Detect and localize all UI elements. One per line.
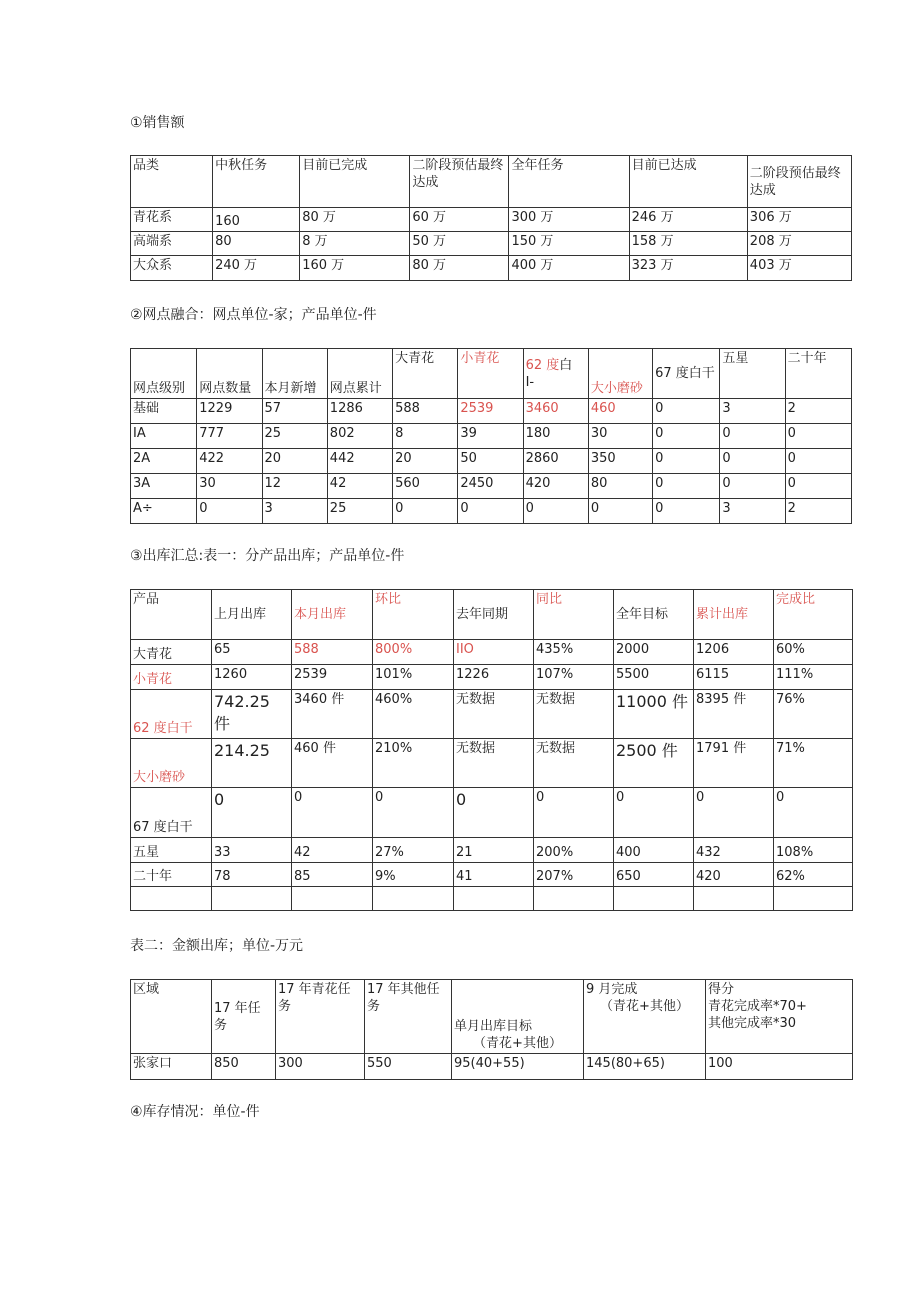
table-cell: 111%	[774, 665, 853, 690]
table-cell: 442	[327, 449, 392, 474]
table-cell: 1229	[197, 399, 262, 424]
header-cell: 网点数量	[197, 349, 262, 399]
table-cell: 6115	[694, 665, 774, 690]
table-cell: 0	[614, 788, 694, 838]
table-cell: 2539	[292, 665, 373, 690]
table-cell: 1791 件	[694, 739, 774, 788]
table-cell: 62 度白干	[131, 690, 212, 739]
header-cell: 小青花	[458, 349, 523, 399]
section-heading-sales: ①销售额	[130, 115, 185, 131]
table-cell: 2000	[614, 640, 694, 665]
table-cell: 460 件	[292, 739, 373, 788]
table-cell: 0	[720, 449, 785, 474]
table-cell	[454, 887, 534, 911]
header-cell: 品类	[131, 156, 213, 208]
table-cell: 30	[588, 424, 652, 449]
header-cell: 网点累计	[327, 349, 392, 399]
table-cell: 1260	[212, 665, 292, 690]
table-cell: 207%	[534, 863, 614, 887]
header-cell: 二阶段预估最终达成	[410, 156, 509, 208]
table-cell: 12	[262, 474, 327, 499]
table-cell: 160 万	[300, 256, 410, 281]
table-cell: 0	[694, 788, 774, 838]
table-cell: 214.25	[212, 739, 292, 788]
table-cell: 588	[393, 399, 458, 424]
table-row	[131, 474, 852, 499]
table-cell: 2500 件	[614, 739, 694, 788]
table-cell: 无数据	[454, 690, 534, 739]
table-row	[131, 690, 853, 739]
table-cell: 25	[262, 424, 327, 449]
header-cell: 中秋任务	[213, 156, 300, 208]
table-cell: 3	[720, 499, 785, 524]
table-cell: 0	[212, 788, 292, 838]
table-cell: 3	[262, 499, 327, 524]
table-cell: 145(80+65)	[584, 1054, 706, 1080]
table-cell: 0	[292, 788, 373, 838]
table-cell: 0	[720, 474, 785, 499]
table-cell: 0	[720, 424, 785, 449]
table-cell: 460%	[373, 690, 454, 739]
table-cell: 67 度白干	[131, 788, 212, 838]
table-cell: 42	[292, 838, 373, 863]
table-cell: 9%	[373, 863, 454, 887]
table-cell: 76%	[774, 690, 853, 739]
header-cell: 环比	[373, 590, 454, 640]
table-cell: 85	[292, 863, 373, 887]
table-cell: 62%	[774, 863, 853, 887]
sales-table	[130, 155, 852, 281]
table-row	[131, 788, 853, 838]
table-row	[131, 424, 852, 449]
header-cell: 67 度白干	[653, 349, 720, 399]
table-cell: IIO	[454, 640, 534, 665]
header-cell: 17 年任务	[212, 980, 276, 1054]
table-cell: 0	[653, 399, 720, 424]
table-cell: 27%	[373, 838, 454, 863]
header-text: 其他完成率*30	[708, 1016, 797, 1031]
header-cell: 同比	[534, 590, 614, 640]
header-cell: 区域	[131, 980, 212, 1054]
header-cell: 产品	[131, 590, 212, 640]
table-cell: 400 万	[509, 256, 629, 281]
table-cell: 210%	[373, 739, 454, 788]
table-cell: 0	[785, 424, 851, 449]
table-cell: 基础	[131, 399, 197, 424]
header-cell: 62 度白 I-	[523, 349, 588, 399]
table-cell	[212, 887, 292, 911]
section-heading-shipments: ③出库汇总:表一：分产品出库；产品单位-件	[130, 548, 405, 564]
table-cell: 460	[588, 399, 652, 424]
table-header-row	[131, 980, 853, 1054]
table-cell: 33	[212, 838, 292, 863]
table-row	[131, 1054, 853, 1080]
header-cell: 累计出库	[694, 590, 774, 640]
header-cell: 本月新增	[262, 349, 327, 399]
table-row	[131, 640, 853, 665]
table-cell: 0	[653, 424, 720, 449]
table-cell: 80 万	[300, 208, 410, 232]
table-cell: 57	[262, 399, 327, 424]
table-cell: 300	[276, 1054, 365, 1080]
header-cell	[584, 980, 706, 1054]
table-cell: 80 万	[410, 256, 509, 281]
table-cell: 150 万	[509, 232, 629, 256]
table-cell: 1226	[454, 665, 534, 690]
header-cell: 二十年	[785, 349, 851, 399]
table-row	[131, 256, 852, 281]
header-text: 9 月完成	[586, 982, 638, 997]
header-cell: 17 年青花任务	[276, 980, 365, 1054]
table-cell: 青花系	[131, 208, 213, 232]
table-cell: 无数据	[534, 739, 614, 788]
amount-table	[130, 979, 853, 1080]
table-cell	[131, 887, 212, 911]
table-cell: 0	[458, 499, 523, 524]
header-cell	[452, 980, 584, 1054]
table-cell: 20	[262, 449, 327, 474]
header-cell: 上月出库	[212, 590, 292, 640]
table-cell: 8	[393, 424, 458, 449]
table-cell: 95(40+55)	[452, 1054, 584, 1080]
table-cell	[373, 887, 454, 911]
table-cell	[534, 887, 614, 911]
table-cell: 0	[454, 788, 534, 838]
table-cell: 25	[327, 499, 392, 524]
table-cell: 435%	[534, 640, 614, 665]
shipments-table	[130, 589, 853, 911]
table-cell: 0	[774, 788, 853, 838]
table-header-row	[131, 349, 852, 399]
table-row	[131, 739, 853, 788]
table-cell: 无数据	[454, 739, 534, 788]
table-cell: 306 万	[747, 208, 851, 232]
table-cell: 802	[327, 424, 392, 449]
table-header-row	[131, 590, 853, 640]
table-cell: 无数据	[534, 690, 614, 739]
table-cell: 1286	[327, 399, 392, 424]
table-cell: 二十年	[131, 863, 212, 887]
table-cell: 50 万	[410, 232, 509, 256]
header-cell: 网点级别	[131, 349, 197, 399]
table-row	[131, 399, 852, 424]
table-cell: 108%	[774, 838, 853, 863]
section-heading-outlets: ②网点融合：网点单位-家；产品单位-件	[130, 307, 377, 323]
header-text: 单月出库目标	[454, 1019, 533, 1034]
table-cell: 300 万	[509, 208, 629, 232]
header-cell: 全年目标	[614, 590, 694, 640]
table-cell: 39	[458, 424, 523, 449]
table-cell: 3	[720, 399, 785, 424]
table-cell: 158 万	[629, 232, 747, 256]
table-cell: 0	[653, 474, 720, 499]
table-cell: 2	[785, 499, 851, 524]
table-row	[131, 449, 852, 474]
table-cell: 42	[327, 474, 392, 499]
table-cell: 0	[197, 499, 262, 524]
header-text: （青花+其他）	[600, 999, 689, 1014]
table-cell: 大小磨砂	[131, 739, 212, 788]
table-cell: 742.25 件	[212, 690, 292, 739]
table-cell: 78	[212, 863, 292, 887]
table-cell: 208 万	[747, 232, 851, 256]
header-cell: 目前已完成	[300, 156, 410, 208]
table-cell: 0	[653, 499, 720, 524]
table-row	[131, 863, 853, 887]
table-cell: 107%	[534, 665, 614, 690]
header-text: 青花完成率*70+	[708, 999, 807, 1014]
table-cell: 400	[614, 838, 694, 863]
table-cell: 2A	[131, 449, 197, 474]
table-cell: 1206	[694, 640, 774, 665]
table-row	[131, 232, 852, 256]
table-cell: 3A	[131, 474, 197, 499]
table-cell: 101%	[373, 665, 454, 690]
table-cell: 420	[523, 474, 588, 499]
table-cell: 41	[454, 863, 534, 887]
table-cell	[292, 887, 373, 911]
table-cell: 高端系	[131, 232, 213, 256]
table-row	[131, 665, 853, 690]
table-cell: 403 万	[747, 256, 851, 281]
header-cell: 二阶段预估最终达成	[747, 156, 851, 208]
table-cell: 3460 件	[292, 690, 373, 739]
table-cell	[614, 887, 694, 911]
table-cell: 80	[213, 232, 300, 256]
table-cell: 777	[197, 424, 262, 449]
table-cell: 800%	[373, 640, 454, 665]
table-cell: 0	[523, 499, 588, 524]
header-cell: 大小磨砂	[588, 349, 652, 399]
table-cell: 大众系	[131, 256, 213, 281]
table-row	[131, 499, 852, 524]
header-cell: 大青花	[393, 349, 458, 399]
table-cell	[774, 887, 853, 911]
table-cell: 0	[785, 449, 851, 474]
table-cell: 422	[197, 449, 262, 474]
table-cell: 180	[523, 424, 588, 449]
table-row	[131, 838, 853, 863]
table-cell	[694, 887, 774, 911]
header-text: 62 度	[525, 357, 560, 373]
table-cell: 200%	[534, 838, 614, 863]
table-cell: 323 万	[629, 256, 747, 281]
table-cell: 大青花	[131, 640, 212, 665]
table-cell: 2539	[458, 399, 523, 424]
table-cell: 五星	[131, 838, 212, 863]
header-cell: 五星	[720, 349, 785, 399]
table-cell: 65	[212, 640, 292, 665]
table-cell: A÷	[131, 499, 197, 524]
table-cell: 0	[373, 788, 454, 838]
table-cell: 588	[292, 640, 373, 665]
table-row	[131, 208, 852, 232]
header-cell: 目前已达成	[629, 156, 747, 208]
table-cell: 71%	[774, 739, 853, 788]
table-cell: 30	[197, 474, 262, 499]
table-cell: 850	[212, 1054, 276, 1080]
header-cell: 本月出库	[292, 590, 373, 640]
header-cell: 完成比	[774, 590, 853, 640]
table-cell: 20	[393, 449, 458, 474]
header-cell: 17 年其他任务	[365, 980, 452, 1054]
table-cell: 80	[588, 474, 652, 499]
table-cell: 0	[393, 499, 458, 524]
table-cell: 2	[785, 399, 851, 424]
table-cell: 560	[393, 474, 458, 499]
table-cell: 0	[653, 449, 720, 474]
table-cell: 8 万	[300, 232, 410, 256]
table-cell: 0	[785, 474, 851, 499]
header-text: （青花+其他）	[473, 1036, 562, 1051]
section-heading-amount: 表二：金额出库；单位-万元	[130, 938, 304, 954]
table-cell: 432	[694, 838, 774, 863]
table-cell: 0	[588, 499, 652, 524]
table-cell: 张家口	[131, 1054, 212, 1080]
table-cell: 350	[588, 449, 652, 474]
table-cell: 60%	[774, 640, 853, 665]
header-cell: 全年任务	[509, 156, 629, 208]
table-cell: 2860	[523, 449, 588, 474]
table-cell: 5500	[614, 665, 694, 690]
table-cell: 100	[706, 1054, 853, 1080]
table-cell: 160	[213, 208, 300, 232]
table-cell: 650	[614, 863, 694, 887]
header-text: 得分	[708, 982, 735, 997]
table-cell: 8395 件	[694, 690, 774, 739]
table-header-row	[131, 156, 852, 208]
table-cell: 246 万	[629, 208, 747, 232]
table-cell: 550	[365, 1054, 452, 1080]
table-cell: 11000 件	[614, 690, 694, 739]
outlets-table	[130, 348, 852, 524]
header-cell: 去年同期	[454, 590, 534, 640]
table-cell: 420	[694, 863, 774, 887]
table-cell: 0	[534, 788, 614, 838]
table-cell: 60 万	[410, 208, 509, 232]
table-cell: 2450	[458, 474, 523, 499]
table-cell: 小青花	[131, 665, 212, 690]
table-cell: 21	[454, 838, 534, 863]
header-cell	[706, 980, 853, 1054]
table-row	[131, 887, 853, 911]
table-cell: 240 万	[213, 256, 300, 281]
section-heading-inventory: ④库存情况：单位-件	[130, 1104, 260, 1120]
table-cell: 3460	[523, 399, 588, 424]
table-cell: IA	[131, 424, 197, 449]
table-cell: 50	[458, 449, 523, 474]
